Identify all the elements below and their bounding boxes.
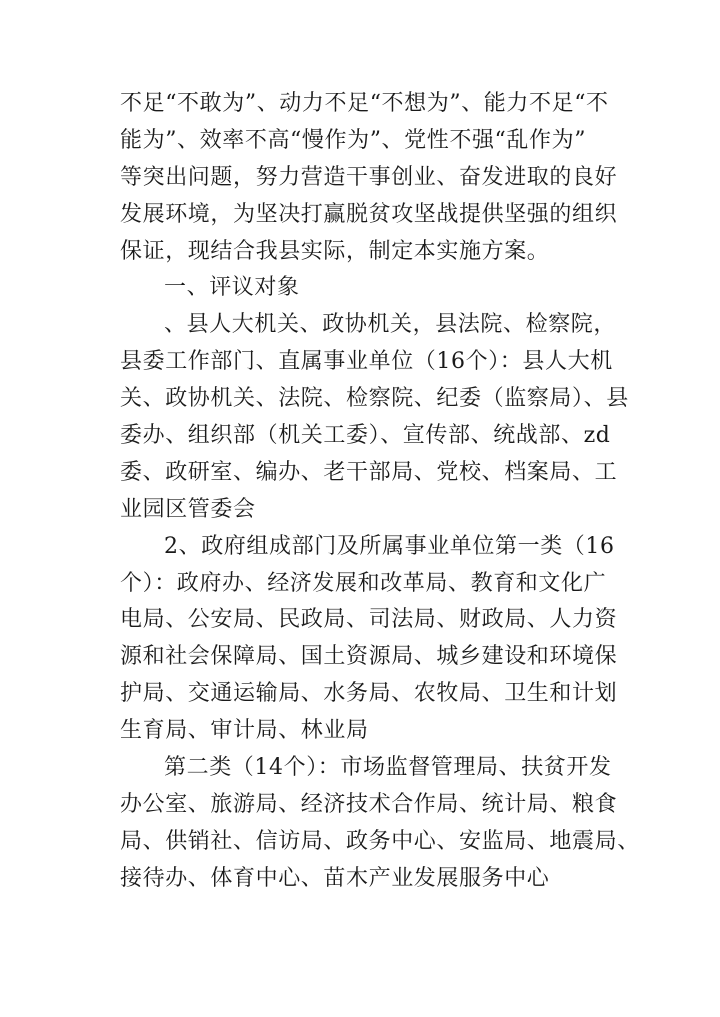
list-item-1-line: 关、政协机关、法院、检察院、纪委（监察局）、县 — [120, 386, 629, 412]
list-item-1-line: 、县人大机关、政协机关，县法院、检察院， — [164, 312, 617, 338]
paragraph-line: 不足“不敢为”、动力不足“不想为”、能力不足“不 — [120, 91, 609, 116]
category-2-line: 接待办、体育中心、苗木产业发展服务中心 — [120, 865, 550, 891]
list-item-2-line: 源和社会保障局、国土资源局、城乡建设和环境保 — [120, 644, 618, 670]
document-body — [120, 86, 640, 898]
section-heading: 一、评议对象 — [164, 275, 300, 301]
category-2-line: 办公室、旅游局、经济技术合作局、统计局、粮食 — [120, 791, 618, 817]
paragraph-line: 保证，现结合我县实际，制定本实施方案。 — [120, 238, 550, 264]
list-item-2-line: 2、政府组成部门及所属事业单位第一类（16 — [164, 533, 615, 559]
list-item-2-line: 护局、交通运输局、水务局、农牧局、卫生和计划 — [120, 681, 618, 707]
list-item-2-line: 电局、公安局、民政局、司法局、财政局、人力资 — [120, 607, 618, 633]
list-item-1-line: 县委工作部门、直属事业单位（16个）：县人大机 — [120, 349, 613, 375]
list-item-2-line: 个）：政府办、经济发展和改革局、教育和文化广 — [120, 570, 607, 596]
list-item-1-line: 委办、组织部（机关工委）、宣传部、统战部、zd — [120, 423, 611, 449]
paragraph-line: 发展环境，为坚决打赢脱贫攻坚战提供坚强的组织 — [120, 201, 618, 227]
category-2-line: 局、供销社、信访局、政务中心、安监局、地震局、 — [120, 828, 640, 854]
list-item-1-line: 委、政研室、编办、老干部局、党校、档案局、工 — [120, 459, 618, 485]
paragraph-line: 能为”、效率不高“慢作为”、党性不强“乱作为” — [120, 127, 587, 153]
list-item-1-line: 业园区管委会 — [120, 496, 256, 522]
paragraph-line: 等突出问题，努力营造干事创业、奋发进取的良好 — [120, 164, 618, 190]
list-item-2-line: 生育局、审计局、林业局 — [120, 718, 369, 744]
category-2-line: 第二类（14个）：市场监督管理局、扶贫开发 — [164, 755, 612, 781]
